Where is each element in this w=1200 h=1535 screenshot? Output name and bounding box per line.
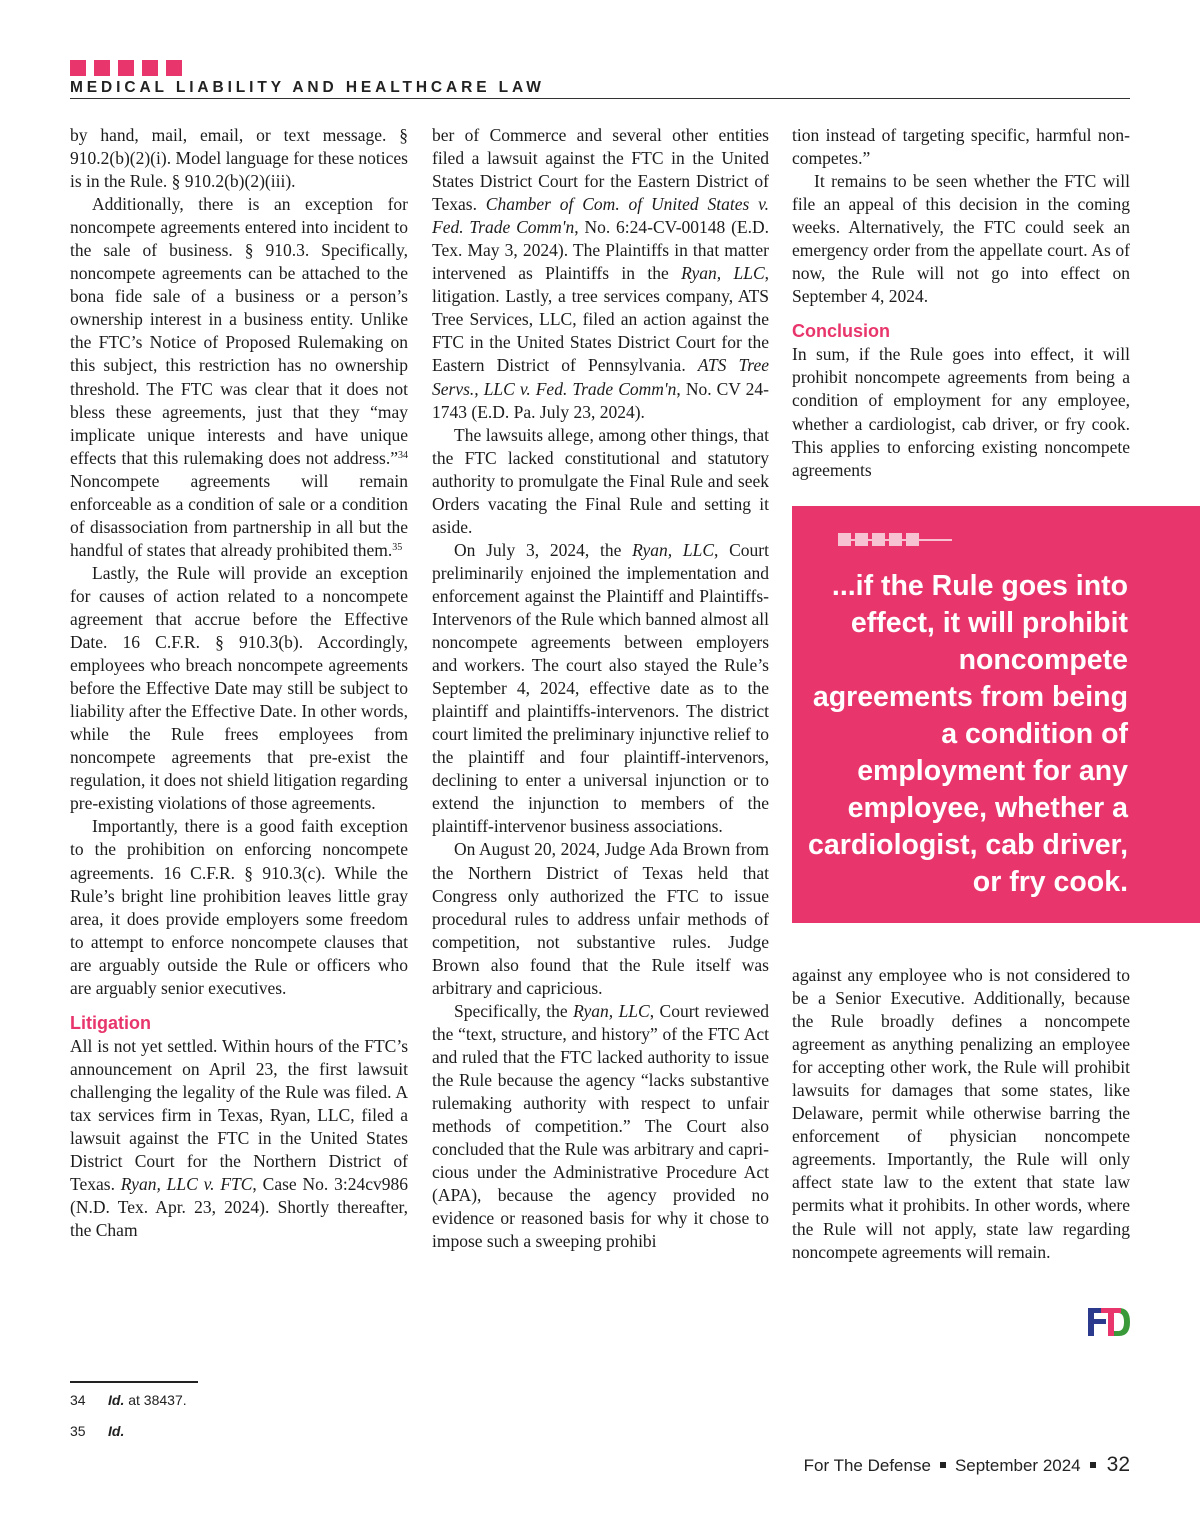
pull-quote-squares xyxy=(838,533,919,546)
pull-quote-square xyxy=(855,533,868,546)
text-run: Additionally, there is an exception for noncompete agreements entered into incident to the sale of business. § 910.3. Specifically, noncompete agreements can be attached to the bona fide sale of a business or a person’s ownership interest in a business entity. Unlike the FTC’s Notice of Proposed Rulemaking on this subject, this restriction has no ownership threshold. The FTC was clear that it does not bless these agreements, just that they “may implicate unique interests and have unique effects that this rulemaking does not address.” xyxy=(70,194,408,468)
case-citation: Ryan, LLC xyxy=(681,263,765,284)
text-run: , Court preliminarily enjoined the implementation and enforcement against the Plaintiff and Plaintiffs-Intervenors of the Rule which banned almost all noncompete agreements between employers and workers. The court also stayed the Rule’s September 4, 2024, effective date as to the plaintiff and plaintiffs-intervenors. The district court limited the preliminary injunctive relief to the plaintiff and four plaintiff-intervenors, declining to enter a universal injunction or to extend the injunction to members of the plaintiff-intervenor business associations. xyxy=(432,539,769,837)
page-footer xyxy=(804,1453,1130,1477)
paragraph: The lawsuits allege, among other things, that the FTC lacked constitutional and statutory authority to promulgate the Final Rule and seek Orders vacating the Final Rule and setting it aside. xyxy=(432,424,769,537)
paragraph xyxy=(432,1000,769,1254)
header-square xyxy=(118,60,134,76)
footnote-rest: at 38437. xyxy=(124,1392,187,1408)
bullet-icon xyxy=(1090,1462,1096,1468)
pull-quote-square xyxy=(889,533,902,546)
header-square xyxy=(166,60,182,76)
paragraph xyxy=(432,539,769,839)
subheading-litigation: Litigation xyxy=(70,1012,151,1033)
header-squares xyxy=(70,60,182,76)
pull-quote-square xyxy=(872,533,885,546)
text-run: , No. 6:24-CV-00148 (E.D. Tex. May 3, 2024). The Plaintiffs in that matter intervened as Plaintiffs in the xyxy=(432,217,769,284)
paragraph: In sum, if the Rule goes into effect, it will prohibit noncompete agreements from being a condition of employment for any employee, whether a cardiologist, cab driver, or fry cook. This applies to enforcing existing noncompete agreements xyxy=(792,344,1130,480)
column-3-bottom xyxy=(792,964,1130,1264)
paragraph xyxy=(70,193,408,562)
text-run: , No. CV 24-1743 (E.D. Pa. July 23, 2024). xyxy=(432,378,769,422)
text-run: All is not yet settled. Within hours of the FTC’s announcement on April 23, the first lawsuit challenging the legality of the Rule was filed. A tax services firm in Texas, Ryan, LLC, filed a lawsuit against the FTC in the United States District Court for the Northern District of Texas. xyxy=(70,1035,408,1195)
pull-quote-square xyxy=(906,533,919,546)
footnote-cite: Id. xyxy=(108,1392,125,1408)
ftd-logo-icon xyxy=(1087,1306,1131,1338)
paragraph xyxy=(432,124,769,424)
case-citation: Ryan, LLC xyxy=(632,539,715,560)
case-citation: ATS Tree Servs., LLC v. Fed. Trade Comm'n xyxy=(432,355,769,399)
paragraph: tion instead of targeting specific, harmful non-competes.” xyxy=(792,125,1130,169)
subheading-conclusion: Conclusion xyxy=(792,321,890,342)
footnote-ref: 34 xyxy=(398,449,408,461)
paragraph: Lastly, the Rule will provide an exception for causes of action related to a noncompete agreement that accrue before the Effective Date. 16 C.F.R. § 910.3(b). Accordingly, employees who breach noncompete agreements before the Effective Date may still be subject to liability after the Effective Date. In other words, while the Rule frees employees from noncompete agreements that pre-exist the regulation, it does not shield litigation regarding pre-existing violations of those agreements. xyxy=(70,562,408,814)
page-number: 32 xyxy=(1106,1453,1130,1476)
case-citation: Ryan, LLC v. FTC xyxy=(120,1174,253,1195)
text-run: , litigation. Lastly, a tree services company, ATS Tree Services, LLC, filed an action against the FTC in the United States District Court for the Eastern District of Pennsylvania. xyxy=(432,263,769,376)
header-square xyxy=(70,60,86,76)
text-run: Specifically, the xyxy=(454,1000,574,1021)
footnote-divider xyxy=(70,1381,198,1383)
footnote-text xyxy=(108,1389,187,1411)
footnote-text xyxy=(108,1420,124,1442)
paragraph: On August 20, 2024, Judge Ada Brown from the Northern District of Texas held that Congress only authorized the FTC to issue procedural rules to address unfair methods of competition, not substantive rules. Judge Brown also found that the Rule itself was arbitrary and capricious. xyxy=(432,839,769,998)
case-citation: Ryan, LLC xyxy=(573,1000,650,1021)
footnote-number: 34 xyxy=(70,1392,86,1408)
paragraph xyxy=(70,1035,408,1242)
pull-quote xyxy=(792,506,1200,923)
publication-name: For The Defense xyxy=(803,1456,931,1475)
paragraph: by hand, mail, email, or text message. § 910.2(b)(2)(i). Model language for these notices is in the Rule. § 910.2(b)(2)(iii). xyxy=(70,125,408,192)
column-3-top xyxy=(792,124,1130,482)
issue-date: September 2024 xyxy=(954,1456,1081,1475)
footnote-ref: 35 xyxy=(392,541,403,553)
column-1 xyxy=(70,124,408,1242)
header-square xyxy=(142,60,158,76)
text-run: Noncompete agreements will remain enforceable as a condition of sale or a condition of disassociation from partnership in all but the handful of states that already prohibited them. xyxy=(70,470,408,560)
paragraph: Importantly, there is a good faith exception to the prohibition on enforcing noncompete agreements. 16 C.F.R. § 910.3(c). While the Rule’s bright line prohibition leaves little gray area, it does provide employers some freedom to attempt to enforce noncompete clauses that are arguably outside the Rule or officers who are arguably senior executives. xyxy=(70,816,408,998)
text-run: , Court reviewed the “text, structure, and history” of the FTC Act and ruled that the FTC lacked authority to issue the Rule because the agency “lacks substantive rulemaking authority with respect to unfair methods of competition.” The Court also concluded that the Rule was arbitrary and capricious under the Administrative Procedure Act (APA), because the agency provided no evidence or reasoned basis for why it chose to impose such a sweeping prohibi xyxy=(432,1000,769,1252)
bullet-icon xyxy=(940,1462,946,1468)
paragraph: It remains to be seen whether the FTC will file an appeal of this decision in the coming weeks. Alternatively, the FTC could seek an emergency order from the appellate court. As of now, the Rule will not go into effect on September 4, 2024. xyxy=(792,171,1130,307)
pull-quote-square xyxy=(838,533,851,546)
paragraph: against any employee who is not considered to be a Senior Executive. Additionally, because the Rule broadly defines a noncompete agreement as anything penalizing an employee for accepting other work, the Rule will prohibit lawsuits for damages that some states, like Delaware, permit while otherwise barring the enforcement of physician noncompete agreements. Importantly, the Rule will only affect state law to the extent that state law permits what it prohibits. In other words, where the Rule will not apply, state law regarding noncompete agreements will remain. xyxy=(792,965,1130,1262)
text-run: , Case No. 3:24cv986 (N.D. Tex. Apr. 23, 2024). Shortly thereafter, the Cham xyxy=(70,1174,408,1241)
footnote-number: 35 xyxy=(70,1423,86,1439)
case-citation: Chamber of Com. of United States v. Fed. Trade Comm'n xyxy=(432,194,769,238)
section-title: MEDICAL LIABILITY AND HEALTHCARE LAW xyxy=(70,79,1130,99)
text-run: ber of Commerce and several other entities filed a lawsuit against the FTC in the United States District Court for the Eastern District of Texas. xyxy=(432,125,769,215)
pull-quote-text: ...if the Rule goes into effect, it will prohibit noncompete agreements from being a condition of employment for any employee, whether a cardiologist, cab driver, or fry cook. xyxy=(808,570,1128,898)
column-2 xyxy=(432,124,769,1253)
header-square xyxy=(94,60,110,76)
text-run: On July 3, 2024, the xyxy=(454,539,633,560)
footnote-cite: Id. xyxy=(108,1423,125,1439)
